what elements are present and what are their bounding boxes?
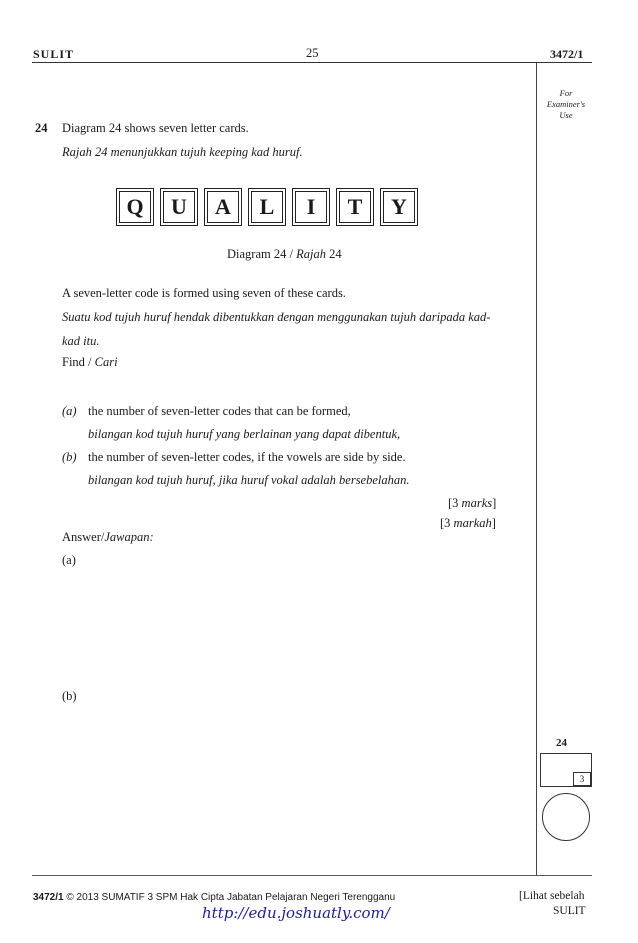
question-stem-en: Diagram 24 shows seven letter cards.: [62, 121, 249, 135]
body-en: A seven-letter code is formed using seven of these cards.: [62, 286, 346, 300]
card-letter: Q: [119, 191, 151, 223]
marks-ms: [3 markah]: [440, 516, 496, 530]
body-ms-line1: Suatu kod tujuh huruf hendak dibentukkan dengan menggunakan tujuh daripada kad-: [62, 310, 491, 324]
footer-rule: [32, 875, 592, 876]
letter-card: [160, 188, 198, 226]
find-en: Find /: [62, 355, 95, 369]
score-circle: [542, 793, 590, 841]
card-letter: T: [339, 191, 371, 223]
footer-copyright: [33, 892, 395, 903]
letter-card: [248, 188, 286, 226]
footer-see-next: [Lihat sebelah: [519, 890, 585, 902]
examiner-use-note: For Examiner's Use: [546, 88, 586, 120]
card-letter: L: [251, 191, 283, 223]
diagram-caption-ms: Rajah: [296, 247, 326, 261]
letter-card: [336, 188, 374, 226]
part-b-label: (b): [62, 450, 77, 464]
part-a-ms: bilangan kod tujuh huruf yang berlainan yang dapat dibentuk,: [88, 427, 401, 441]
part-b-ms: bilangan kod tujuh huruf, jika huruf vokal adalah bersebelahan.: [88, 473, 410, 487]
footer-url: http://edu.joshuatly.com/: [202, 904, 390, 922]
footer-sulit: SULIT: [553, 905, 586, 917]
card-letter: A: [207, 191, 239, 223]
find-ms: Cari: [94, 355, 118, 369]
answer-label-ms: Jawapan:: [104, 530, 154, 544]
letter-card: [292, 188, 330, 226]
part-a-en: the number of seven-letter codes that can be formed,: [88, 404, 351, 418]
marks-en: [3 marks]: [448, 496, 497, 510]
card-letter: I: [295, 191, 327, 223]
score-max-marks: 3: [573, 772, 591, 786]
score-question-no: 24: [556, 737, 567, 749]
diagram-caption-num: 24: [325, 247, 342, 261]
header-sulit: SULIT: [33, 47, 75, 61]
examiner-margin-rule: [536, 63, 537, 875]
body-ms-line2: kad itu.: [62, 334, 100, 348]
part-b-en: the number of seven-letter codes, if the vowels are side by side.: [88, 450, 406, 464]
part-a-label: (a): [62, 404, 77, 418]
header-rule: [32, 62, 592, 63]
footer-copyright-text: © 2013 SUMATIF 3 SPM Hak Cipta Jabatan Pelajaran Negeri Terengganu: [66, 892, 396, 903]
paper-code: 3472/1: [550, 47, 584, 61]
question-number: 24: [35, 121, 48, 135]
letter-cards: [116, 188, 418, 226]
marks-ms-word: markah: [453, 516, 492, 530]
card-letter: Y: [383, 191, 415, 223]
page-number: 25: [306, 46, 319, 60]
answer-label-en: Answer/: [62, 530, 105, 544]
find-label: [62, 355, 118, 370]
diagram-caption-en: Diagram 24 /: [227, 247, 297, 261]
letter-card: [204, 188, 242, 226]
footer-code: 3472/1: [33, 892, 64, 903]
answer-label: [62, 530, 154, 545]
answer-b-label: (b): [62, 689, 77, 703]
answer-a-label: (a): [62, 553, 76, 567]
letter-card: [380, 188, 418, 226]
diagram-caption: [227, 247, 342, 262]
card-letter: U: [163, 191, 195, 223]
marks-en-word: marks: [461, 496, 493, 510]
question-stem-ms: Rajah 24 menunjukkan tujuh keeping kad huruf.: [62, 145, 303, 159]
letter-card: [116, 188, 154, 226]
